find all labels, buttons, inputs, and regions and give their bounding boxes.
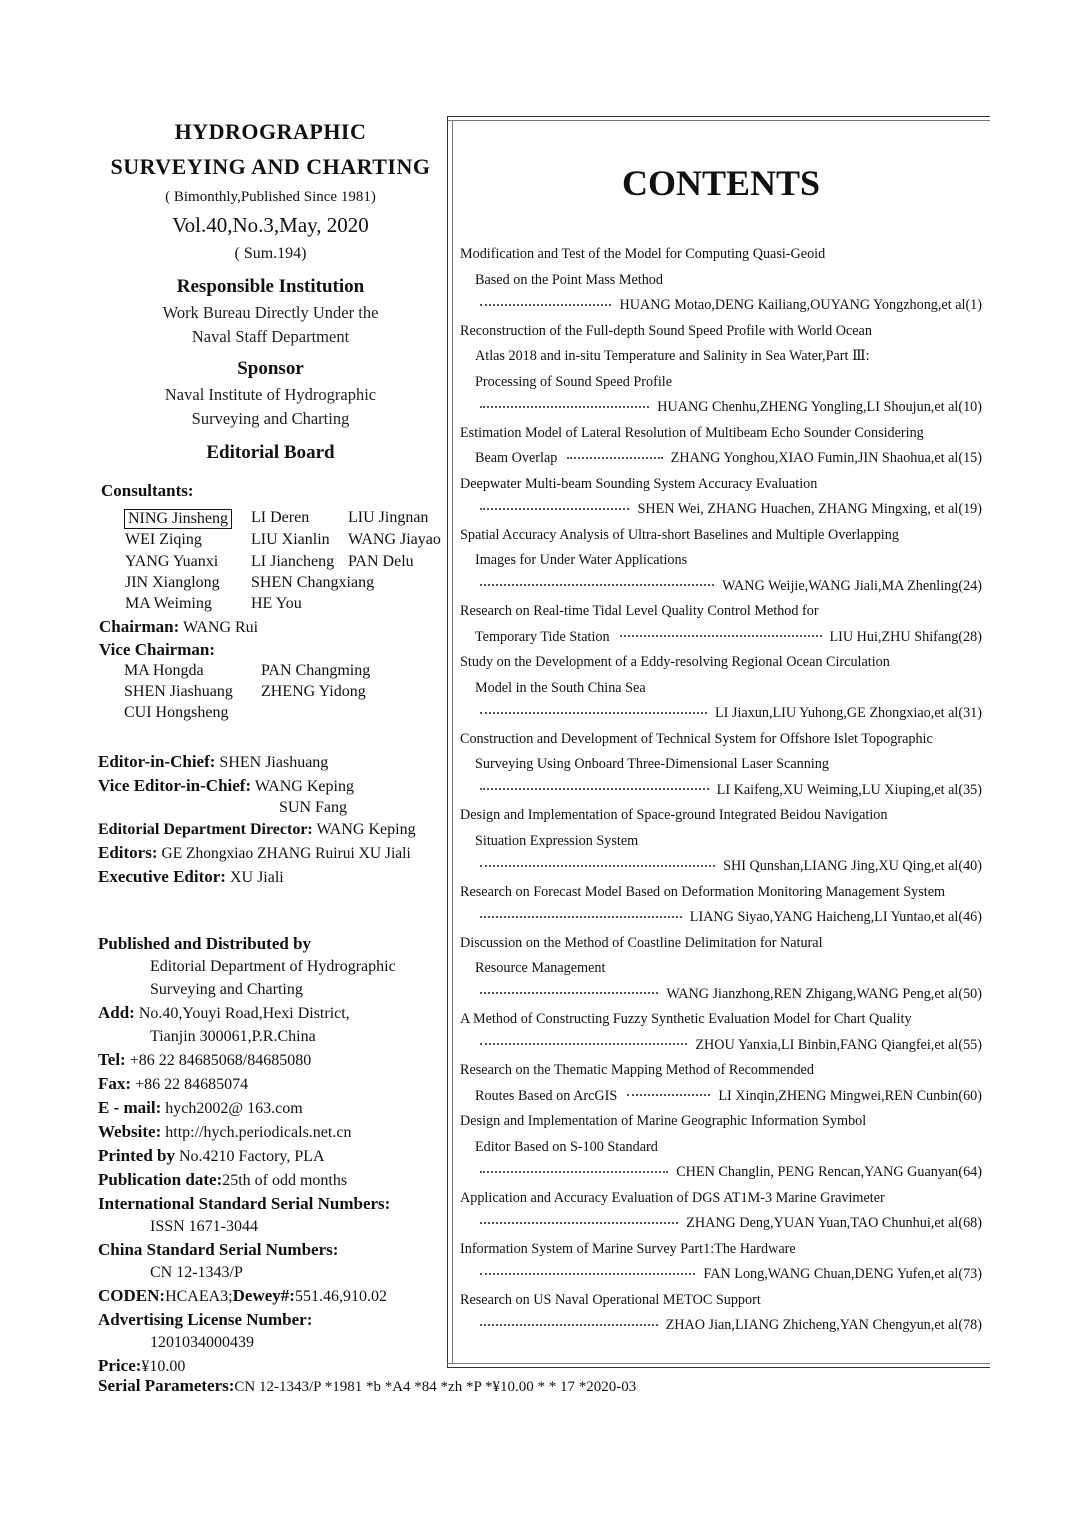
toc-line: Spatial Accuracy Analysis of Ultra-short Baselines and Multiple Overlapping [460,526,899,543]
toc-authors-page: ZHANG Deng,YUAN Yuan,TAO Chunhui,et al(68) [686,1215,982,1231]
toc-title-tail: Temporary Tide Station [475,628,610,645]
toc-line [460,982,982,1008]
toc-authors-page: ZHOU Yanxia,LI Binbin,FANG Qiangfei,et al(55) [695,1036,982,1053]
serial-value: CN 12-1343/P *1981 *b *A4 *84 *zh *P *¥10.00 * * 17 *2020-03 [234,1379,637,1395]
toc-authors-page: HUANG Chenhu,ZHENG Yongling,LI Shoujun,et al(10) [657,399,982,415]
publisher-line2: Surveying and Charting [150,981,303,998]
consultant-name: HE You [251,595,302,612]
vice-chairman-name: CUI Hongsheng [124,704,229,721]
publication-date-label: Publication date: [98,1170,223,1189]
address-line1: No.40,Youyi Road,Hexi District, [138,1005,350,1022]
toc-line [460,1160,982,1186]
consultant-name: WEI Ziqing [125,531,202,548]
printed-by-value: No.4210 Factory, PLA [178,1148,325,1165]
frame-left-rule [447,116,448,1368]
serial-parameters [98,1376,636,1396]
sponsor-line1: Naval Institute of Hydrographic [164,385,377,404]
consultant-name: PAN Delu [348,553,414,570]
website-value: http://hych.periodicals.net.cn [165,1124,352,1141]
consultant-name: MA Weiming [125,595,212,612]
toc-line: Reconstruction of the Full-depth Sound Speed Profile with World Ocean [460,322,872,339]
toc-authors-page: LI Jiaxun,LIU Yuhong,GE Zhongxiao,et al(31) [714,705,982,721]
contents-list [460,242,982,1339]
toc-authors-page: LI Kaifeng,XU Weiming,LU Xiuping,et al(35) [716,781,982,798]
vice-editor-label: Vice Editor-in-Chief: [98,776,252,795]
toc-line: Model in the South China Sea [475,679,646,696]
editors-label: Editors: [98,843,158,862]
vice-chairman-name: MA Hongda [124,662,204,679]
toc-line [460,574,982,600]
toc-authors-page: WANG Weijie,WANG Jiali,MA Zhenling(24) [722,577,982,594]
advertising-label: Advertising License Number: [98,1310,313,1329]
toc-authors-page: SHI Qunshan,LIANG Jing,XU Qing,et al(40) [723,858,982,874]
toc-line: Research on US Naval Operational METOC Support [460,1291,761,1308]
toc-authors-page: LIANG Siyao,YANG Haicheng,LI Yuntao,et al(46) [689,909,982,925]
leader-dots [480,788,709,790]
leader-dots [567,457,662,459]
published-by-label: Published and Distributed by [98,934,312,953]
tel-value: +86 22 84685068/84685080 [129,1052,312,1069]
toc-title-tail: Routes Based on ArcGIS [475,1087,618,1104]
coden-label: CODEN: [98,1286,166,1305]
consultant-name: LI Deren [251,509,310,526]
toc-authors-page: WANG Jianzhong,REN Zhigang,WANG Peng,et al(50) [666,985,982,1002]
toc-line [460,1211,982,1237]
toc-line: Design and Implementation of Marine Geographic Information Symbol [460,1113,867,1129]
vice-chairman-name: PAN Changming [261,662,371,679]
vice-chairmen-grid [124,662,444,728]
toc-authors-page: SHEN Wei, ZHANG Huachen, ZHANG Mingxing, et al(19) [637,501,982,517]
sponsor-line2: Surveying and Charting [191,409,350,428]
toc-line [460,905,982,931]
leader-dots [480,584,714,586]
leader-dots [480,304,611,306]
toc-line: Discussion on the Method of Coastline Delimitation for Natural [460,934,823,951]
toc-authors-page: LI Xinqin,ZHENG Mingwei,REN Cunbin(60) [718,1087,982,1104]
consultant-name: YANG Yuanxi [125,553,219,570]
leader-dots [480,712,707,714]
tel-label: Tel: [98,1050,126,1069]
leader-dots [480,1171,668,1173]
toc-authors-page: FAN Long,WANG Chuan,DENG Yufen,et al(73) [703,1266,982,1282]
vice-editor-2: SUN Fang [279,799,348,816]
editor-in-chief-label: Editor-in-Chief: [98,752,216,771]
leader-dots [480,1273,695,1275]
leader-dots [480,916,682,918]
publisher-line1: Editorial Department of Hydrographic [150,958,396,975]
toc-line [460,1084,982,1110]
toc-line [460,497,982,523]
executive-editor: XU Jiali [229,869,284,886]
toc-authors-page: LIU Hui,ZHU Shifang(28) [829,628,982,645]
toc-line: Based on the Point Mass Method [475,271,663,288]
toc-line: Editor Based on S-100 Standard [475,1138,658,1155]
volume-info: Vol.40,No.3,May, 2020 [172,213,369,237]
leader-dots [480,992,658,994]
frame-top-rule [447,116,990,117]
frame-top-rule-inner [447,120,990,121]
leader-dots [480,406,649,408]
vice-chairman-name: SHEN Jiashuang [124,683,233,700]
price-value: ¥10.00 [141,1358,186,1375]
board-heading: Editorial Board [206,442,335,463]
email-value: hych2002@ 163.com [165,1100,303,1117]
toc-line [460,395,982,421]
vice-chairman-label: Vice Chairman: [99,640,215,659]
toc-line: Information System of Marine Survey Part1:The Hardware [460,1240,796,1257]
toc-line: A Method of Constructing Fuzzy Synthetic Evaluation Model for Chart Quality [460,1011,912,1027]
leader-dots [480,1043,687,1045]
toc-authors-page: HUANG Motao,DENG Kailiang,OUYANG Yongzhong,et al(1) [619,297,982,313]
dewey-value: 551.46,910.02 [294,1288,387,1305]
frame-bottom-rule [447,1367,990,1368]
toc-line [460,701,982,727]
consultant-name: SHEN Changxiang [251,574,375,591]
sponsor-heading: Sponsor [237,358,304,379]
journal-title-line1: HYDROGRAPHIC [174,119,367,144]
dept-director: WANG Keping [316,821,416,838]
masthead [98,115,443,467]
frame-bottom-rule-inner [447,1363,990,1364]
toc-line: Application and Accuracy Evaluation of DGS AT1M-3 Marine Gravimeter [460,1189,885,1206]
price-label: Price: [98,1356,142,1375]
consultants-grid [124,509,454,617]
chairman-row [99,617,258,637]
fax-label: Fax: [98,1074,132,1093]
toc-line: Atlas 2018 and in-situ Temperature and Salinity in Sea Water,Part Ⅲ: [475,348,870,364]
issn-value: ISSN 1671-3044 [150,1218,259,1235]
toc-line [460,446,982,472]
toc-line: Estimation Model of Lateral Resolution of Multibeam Echo Sounder Considering [460,424,924,441]
toc-line: Research on Forecast Model Based on Deformation Monitoring Management System [460,883,946,900]
leader-dots [480,1222,678,1224]
responsible-line1: Work Bureau Directly Under the [162,303,379,322]
advertising-value: 1201034000439 [150,1334,254,1351]
frequency: ( Bimonthly,Published Since 1981) [165,189,376,205]
publisher-block [98,932,448,1378]
chairman-name: WANG Rui [183,619,259,636]
leader-dots [627,1094,710,1096]
consultant-name: NING Jinsheng [124,509,232,529]
cn-value: CN 12-1343/P [150,1264,243,1281]
toc-line: Design and Implementation of Space-ground Integrated Beidou Navigation [460,807,888,823]
coden-value: HCAEA3; [165,1288,233,1305]
toc-line [460,625,982,651]
consultant-name: LIU Xianlin [251,531,330,548]
leader-dots [620,635,822,637]
consultant-name: JIN Xianglong [125,574,220,591]
editor-in-chief: SHEN Jiashuang [219,754,329,771]
contents-title: CONTENTS [621,163,821,203]
editors-names: GE Zhongxiao ZHANG Ruirui XU Jiali [161,845,411,862]
publication-date-value: 25th of odd months [222,1172,348,1189]
fax-value: +86 22 84685074 [135,1076,249,1093]
frame-left-rule-inner [452,120,453,1364]
journal-title-line2: SURVEYING AND CHARTING [110,154,431,179]
vice-chairman-name: ZHENG Yidong [261,683,366,700]
consultant-name: WANG Jiayao [348,531,441,548]
leader-dots [480,508,629,510]
toc-authors-page: CHEN Changlin, PENG Rencan,YANG Guanyan(64) [676,1164,982,1180]
consultants-label: Consultants: [101,481,194,500]
vice-editor-1: WANG Keping [254,778,354,795]
address-label: Add: [98,1003,135,1022]
toc-line: Study on the Development of a Eddy-resolving Regional Ocean Circulation [460,654,890,670]
leader-dots [480,865,715,867]
responsible-line2: Naval Staff Department [191,327,350,346]
toc-line [460,1262,982,1288]
executive-editor-label: Executive Editor: [98,867,226,886]
serial-label: Serial Parameters: [98,1376,235,1395]
toc-line: Modification and Test of the Model for Computing Quasi-Geoid [460,246,826,262]
issn-label: International Standard Serial Numbers: [98,1194,391,1213]
printed-by-label: Printed by [98,1146,175,1165]
toc-line: Deepwater Multi-beam Sounding System Accuracy Evaluation [460,475,818,492]
toc-line: Surveying Using Onboard Three-Dimensional Laser Scanning [475,756,829,772]
consultant-name: LIU Jingnan [348,509,429,526]
dept-director-label: Editorial Department Director: [98,821,313,838]
toc-line: Construction and Development of Technical System for Offshore Islet Topographic [460,730,933,747]
toc-line: Research on Real-time Tidal Level Quality Control Method for [460,603,819,619]
toc-line: Research on the Thematic Mapping Method of Recommended [460,1062,814,1078]
toc-line: Processing of Sound Speed Profile [475,373,673,390]
sum-number: ( Sum.194) [234,245,307,262]
responsible-heading: Responsible Institution [176,276,365,297]
website-label: Website: [98,1122,162,1141]
leader-dots [480,1324,658,1326]
toc-authors-page: ZHANG Yonghou,XIAO Fumin,JIN Shaohua,et al(15) [670,450,982,466]
toc-line [460,854,982,880]
toc-line: Resource Management [475,960,606,976]
toc-line [460,778,982,804]
toc-line [460,1313,982,1339]
editors-block [98,750,448,889]
dewey-label: Dewey#: [232,1286,295,1305]
chairman-label: Chairman: [99,617,180,636]
toc-line [460,293,982,319]
cn-label: China Standard Serial Numbers: [98,1240,339,1259]
toc-line [460,1033,982,1059]
consultant-name: LI Jiancheng [251,553,335,570]
email-label: E - mail: [98,1098,162,1117]
toc-line: Situation Expression System [475,832,639,849]
toc-authors-page: ZHAO Jian,LIANG Zhicheng,YAN Chengyun,et al(78) [665,1317,982,1333]
toc-title-tail: Beam Overlap [475,450,558,466]
address-line2: Tianjin 300061,P.R.China [150,1028,316,1045]
toc-line: Images for Under Water Applications [475,552,688,568]
